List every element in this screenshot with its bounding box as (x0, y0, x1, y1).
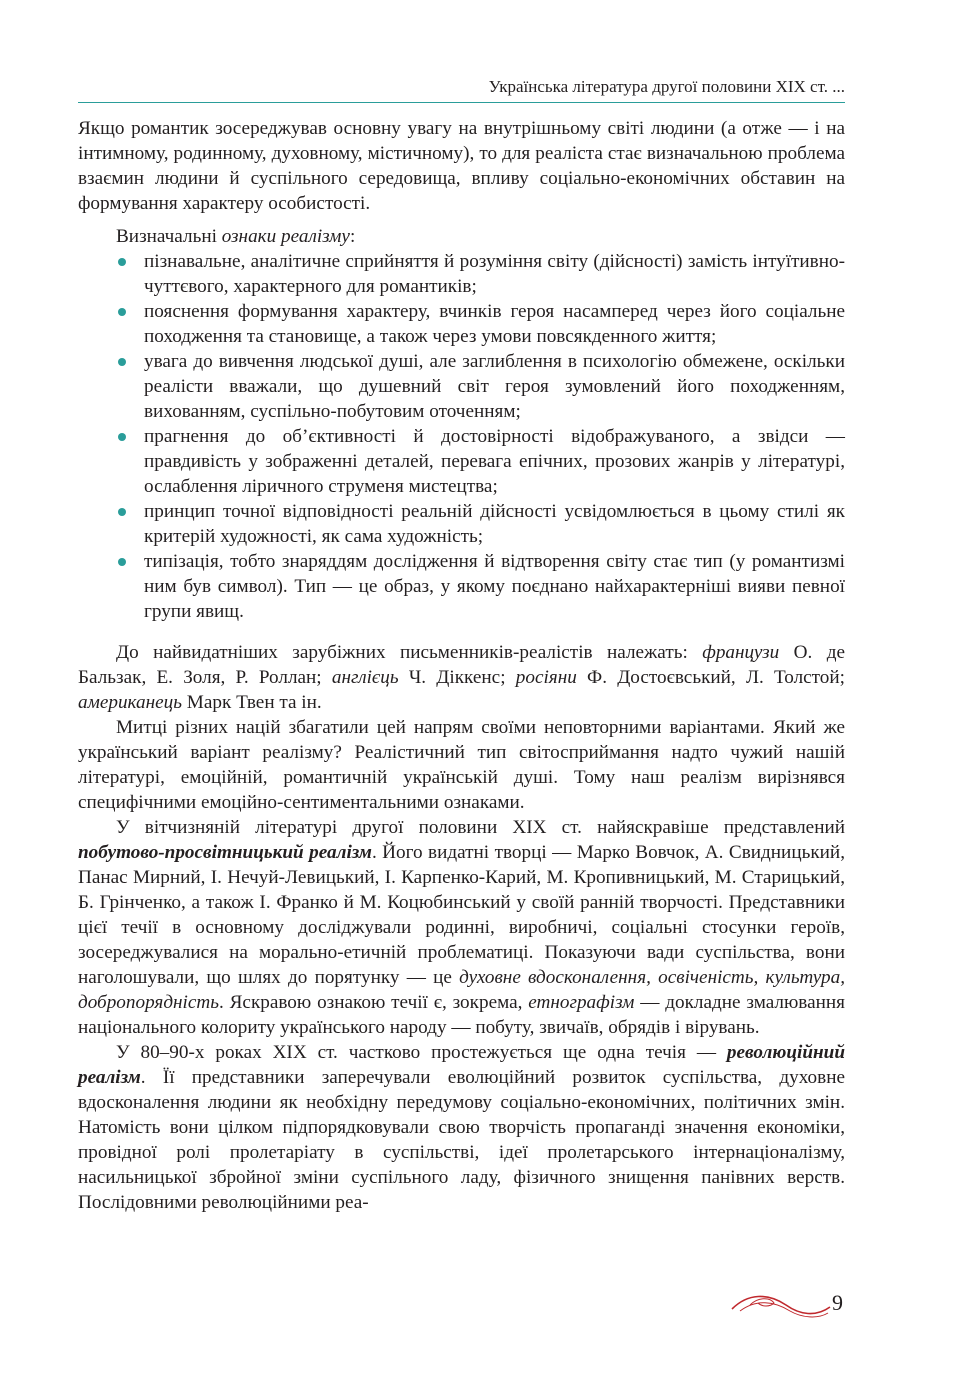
list-item-text: прагнення до об’єктивності й достовірності відображуваного, а звідси — правдивість у зображенні деталей, перевага епічних, прозових жанрів у літературі, ослаблення ліричного струменя мистецтва; (144, 426, 845, 497)
text-run: — докладне змалювання національного колориту українського народу — побуту, звичаїв, обрядів і вірувань. (78, 992, 845, 1038)
features-list (78, 249, 845, 624)
intro-paragraph: Якщо романтик зосереджував основну увагу на внутрішньому світі людини (а отже — і на інтимному, родинному, духовному, містичному), то для реаліста стає визначальною проблема взаємин людини й суспільного середовища, впливу соціально-економічних обставин на формування характеру особистості. (78, 118, 845, 214)
list-item-text: увага до вивчення людської душі, але заглиблення в психологію обмежене, оскільки реалісти вважали, що душевний світ героя зумовлений його походженням, вихованням, суспільно-побутовим оточенням; (144, 351, 845, 422)
text-run: . Її представники заперечували еволюційний розвиток суспільства, духовне вдосконалення людини як необхідну передумову соціально-економічних, політичних змін. Натомість вони цілком підпорядковували свою творчість пропаганді значення економіки, провідної ролі пролетаріату в суспільстві, ідеї пролетарського інтернаціоналізму, насильницької збройної зміни суспільного ладу, фізичного знищення панівних верств. Послідовними революційними реа- (78, 1067, 845, 1213)
list-item (144, 424, 845, 499)
italic-run: духовне вдосконалення, освіченість, культура, добропорядність (78, 967, 845, 1013)
list-item (144, 249, 845, 299)
text-run: . Його видатні творці — Марко Вовчок, А. Свидницький, Панас Мирний, І. Нечуй-Левицький, І. Карпенко-Карий, М. Кропивницький, М. Старицький, Б. Грінченко, а також І. Франко й М. Коцюбинський у своїй ранній творчості. Представники цієї течії в основному досліджували родинні, виробничі, соціальні стосунки героїв, зосереджувалися на морально-етичній проблематиці. Показуючи вади суспільства, вони наголошували, що шлях до порятунку — це (78, 842, 845, 988)
text-run: У 80–90-х роках XIX ст. частково простежується ще одна течія — (116, 1042, 727, 1063)
revolutionary-realism-paragraph (78, 1040, 845, 1215)
writers-paragraph (78, 640, 845, 715)
features-lead (78, 224, 845, 249)
running-title: Українська література другої половини XIX ст. ... (488, 77, 845, 96)
list-item (144, 349, 845, 424)
everyday-realism-paragraph (78, 815, 845, 1040)
running-header (78, 74, 845, 103)
text-run: Марк Твен та ін. (182, 692, 322, 713)
list-item (144, 299, 845, 349)
italic-run: американець (78, 692, 182, 713)
italic-run: етнографізм (528, 992, 635, 1013)
list-item-text: типізація, тобто знаряддям дослідження й відтворення світу стає тип (у романтизмі ним був символ). Тип — це образ, у якому поєднано найхарактерніші вияви певної групи явищ. (144, 551, 845, 622)
list-item (144, 499, 845, 549)
bullet-icon (118, 308, 126, 316)
list-item (144, 549, 845, 624)
features-lead-term: ознаки реалізму (221, 226, 350, 247)
italic-run: росіяни (515, 667, 577, 688)
list-item-text: пізнавальне, аналітичне сприйняття й розуміння світу (дійсності) замість інтуїтивно-чуттєвого, характерного для романтиків; (144, 251, 845, 297)
term-revolutionary-realism: революційний реалізм (78, 1042, 845, 1088)
text-run: Ф. Достоєвський, Л. Толстой; (576, 667, 845, 688)
text-run: У вітчизняній літературі другої половини XIX ст. найяскравіше представлений (116, 817, 845, 838)
page-number: 9 (832, 1290, 843, 1315)
text-run: . Яскравою ознакою течії є, зокрема, (219, 992, 529, 1013)
text-run: Ч. Діккенс; (398, 667, 516, 688)
text-run: До найвидатніших зарубіжних письменників-реалістів належать: (116, 642, 703, 663)
italic-run: англієць (331, 667, 399, 688)
ukrainian-variant-paragraph: Митці різних націй збагатили цей напрям своїми неповторними варіантами. Який же український варіант реалізму? Реалістичний тип світосприймання надто чужий нашій літературі, емоційній, романтичній українській душі. Тому наш реалізм вирізнявся специфічними емоційно-сентиментальними ознаками. (78, 717, 845, 813)
bullet-icon (118, 358, 126, 366)
term-everyday-realism: побутово-просвітницький реалізм (78, 842, 372, 863)
page-body (78, 116, 845, 1215)
text-run: О. де Бальзак, Е. Золя, Р. Роллан; (78, 642, 846, 688)
features-lead-colon: : (349, 226, 356, 247)
bullet-icon (118, 508, 126, 516)
bullet-icon (118, 558, 126, 566)
features-lead-text: Визначальні (116, 226, 222, 247)
bullet-icon (118, 433, 126, 441)
list-item-text: пояснення формування характеру, вчинків героя насамперед через його соціальне походження та становище, а також через умови повсякденного життя; (144, 301, 845, 347)
italic-run: французи (702, 642, 780, 663)
bullet-icon (118, 258, 126, 266)
flourish-ornament-icon (728, 1285, 838, 1325)
list-item-text: принцип точної відповідності реальній дійсності усвідомлюється в цьому стилі як критерій художності, як сама художність; (144, 501, 845, 547)
